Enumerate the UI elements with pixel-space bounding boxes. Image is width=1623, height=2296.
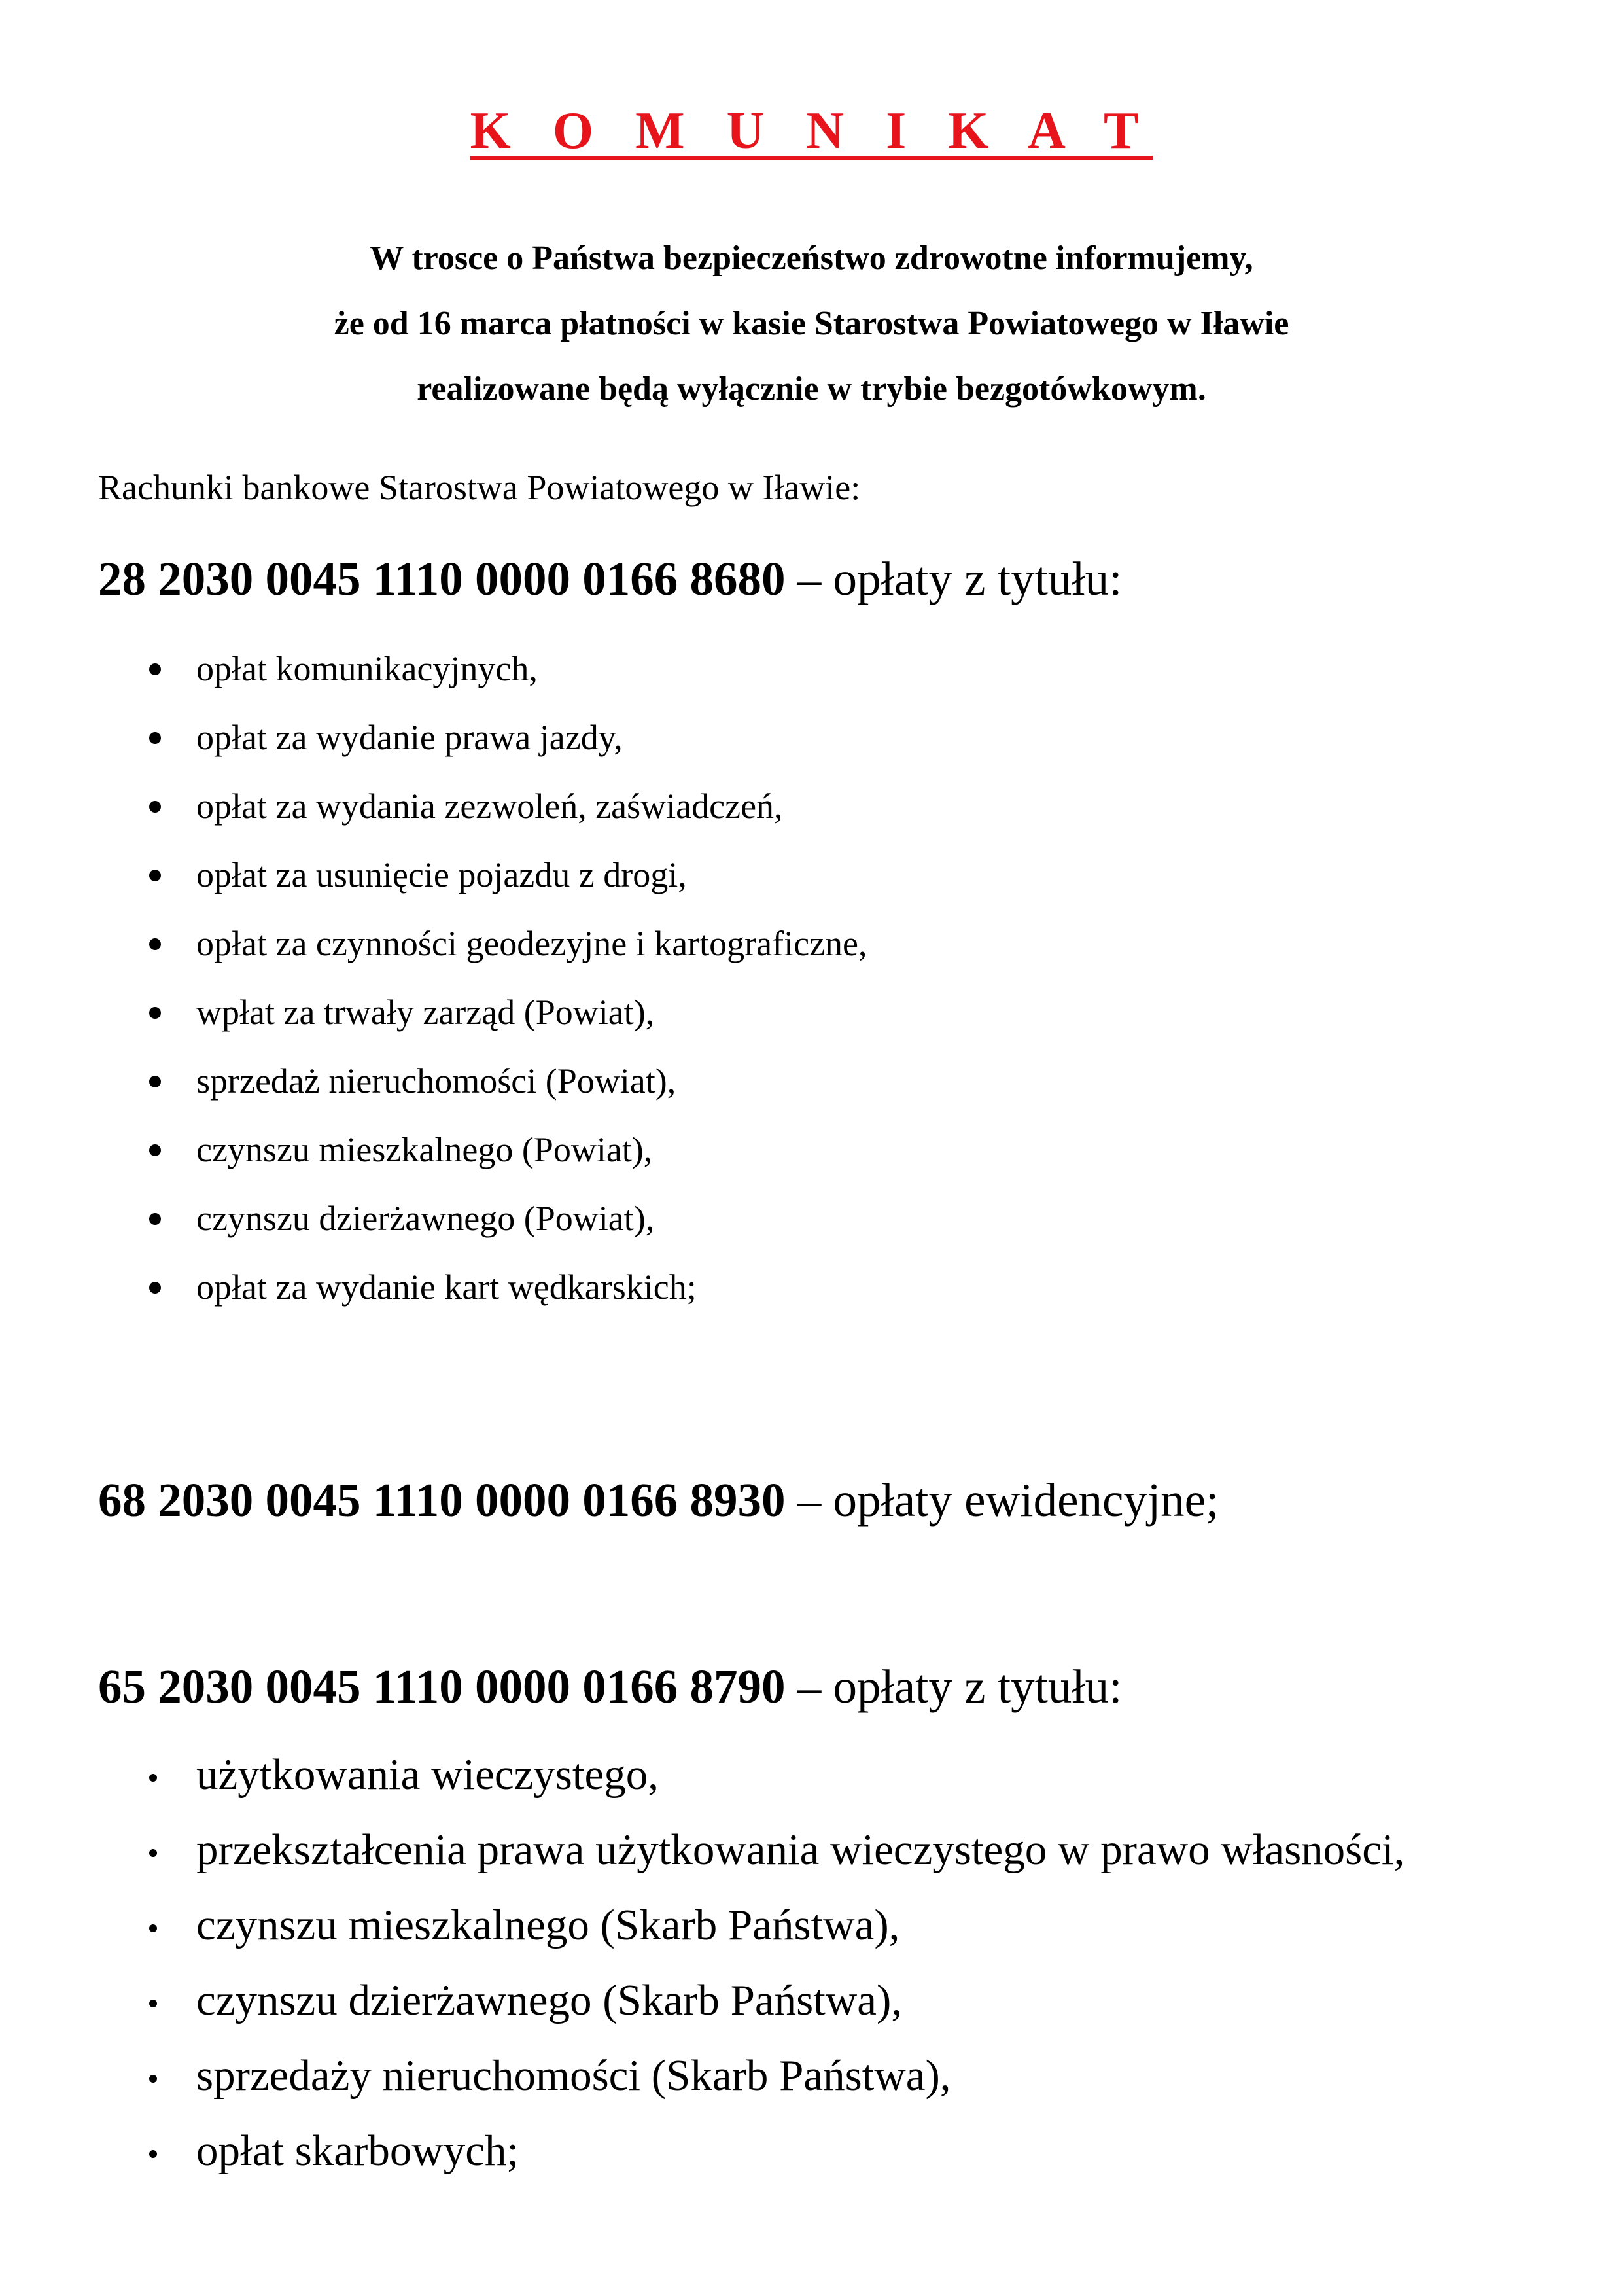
account-heading-3: [98, 1654, 1122, 1720]
bullet-icon: [149, 2075, 157, 2083]
account-description: – opłaty z tytułu:: [785, 1660, 1123, 1713]
intro-line: realizowane będą wyłącznie w trybie bezgotówkowym.: [417, 370, 1206, 408]
accounts-label: Rachunki bankowe Starostwa Powiatowego w Iławie:: [98, 468, 861, 507]
bullet-icon: [149, 1849, 157, 1857]
bullet-icon: [149, 801, 161, 813]
account-number: 68 2030 0045 1110 0000 0166 8930: [98, 1474, 786, 1527]
bullet-icon: [149, 732, 161, 744]
account-heading-1: [98, 546, 1122, 612]
bullet-icon: [149, 938, 161, 950]
bullet-icon: [149, 1924, 157, 1932]
bullet-icon: [149, 1007, 161, 1019]
bullet-icon: [149, 1144, 161, 1156]
intro-line: W trosce o Państwa bezpieczeństwo zdrowotne informujemy,: [370, 239, 1253, 277]
account-number: 28 2030 0045 1110 0000 0166 8680: [98, 552, 786, 605]
bullet-icon: [149, 1282, 161, 1294]
bullet-icon: [149, 870, 161, 881]
bullet-icon: [149, 2150, 157, 2158]
notice-title: [0, 98, 1623, 164]
intro-line: że od 16 marca płatności w kasie Starostwa Powiatowego w Iławie: [334, 305, 1289, 342]
bullet-icon: [149, 1774, 157, 1782]
bullet-icon: [149, 1076, 161, 1087]
notice-intro: [0, 226, 1623, 422]
bullet-icon: [149, 2000, 157, 2007]
notice-title-text: K O M U N I K A T: [470, 102, 1153, 160]
notice-page: K O M U N I K A T W trosce o Państwa bezpieczeństwo zdrowotne informujemy, że od 16 marca płatności w kasie Starostwa Powiatowego w Iławie realizowane będą wyłącznie w trybie bezgotówkowym. Rachunki bankowe Starostwa Powiatowego w Iławie: 28 2030 0045 1110 0000 0166 8680 – opłaty z tytułu: opłat komunikacyjnych, opłat za wydanie prawa jazdy, opłat za wydania zezwoleń, zaświadczeń, opłat za usunięcie pojazdu z drogi, opłat za czynności geodezyjne i kartograficzne, wpłat za trwały zarząd (Powiat), sprzedaż nieruchomości (Powiat), czynszu mieszkalnego (Powiat), czynszu dzierżawnego (Powiat), opłat za wydanie kart wędkarskich; 68 2030 0045 1110 0000 0166 8930 – opłaty ewidencyjne; 65 2030 0045 1110 0000 0166 8790 – opłaty z tytułu: użytkowania wieczystego, przekształcenia prawa użytkowania wieczystego w prawo własności, czynszu mieszkalnego (Skarb Państwa), czynszu dzierżawnego (Skarb Państwa), sprzedaży nieruchomości (Skarb Państwa), opłat skarbowych;: [0, 0, 1623, 2296]
account-heading-2: [98, 1468, 1219, 1533]
bullet-icon: [149, 1213, 161, 1225]
account-number: 65 2030 0045 1110 0000 0166 8790: [98, 1660, 786, 1713]
bullet-icon: [149, 663, 161, 675]
account-description: – opłaty z tytułu:: [785, 552, 1123, 605]
account-description: – opłaty ewidencyjne;: [785, 1474, 1219, 1527]
